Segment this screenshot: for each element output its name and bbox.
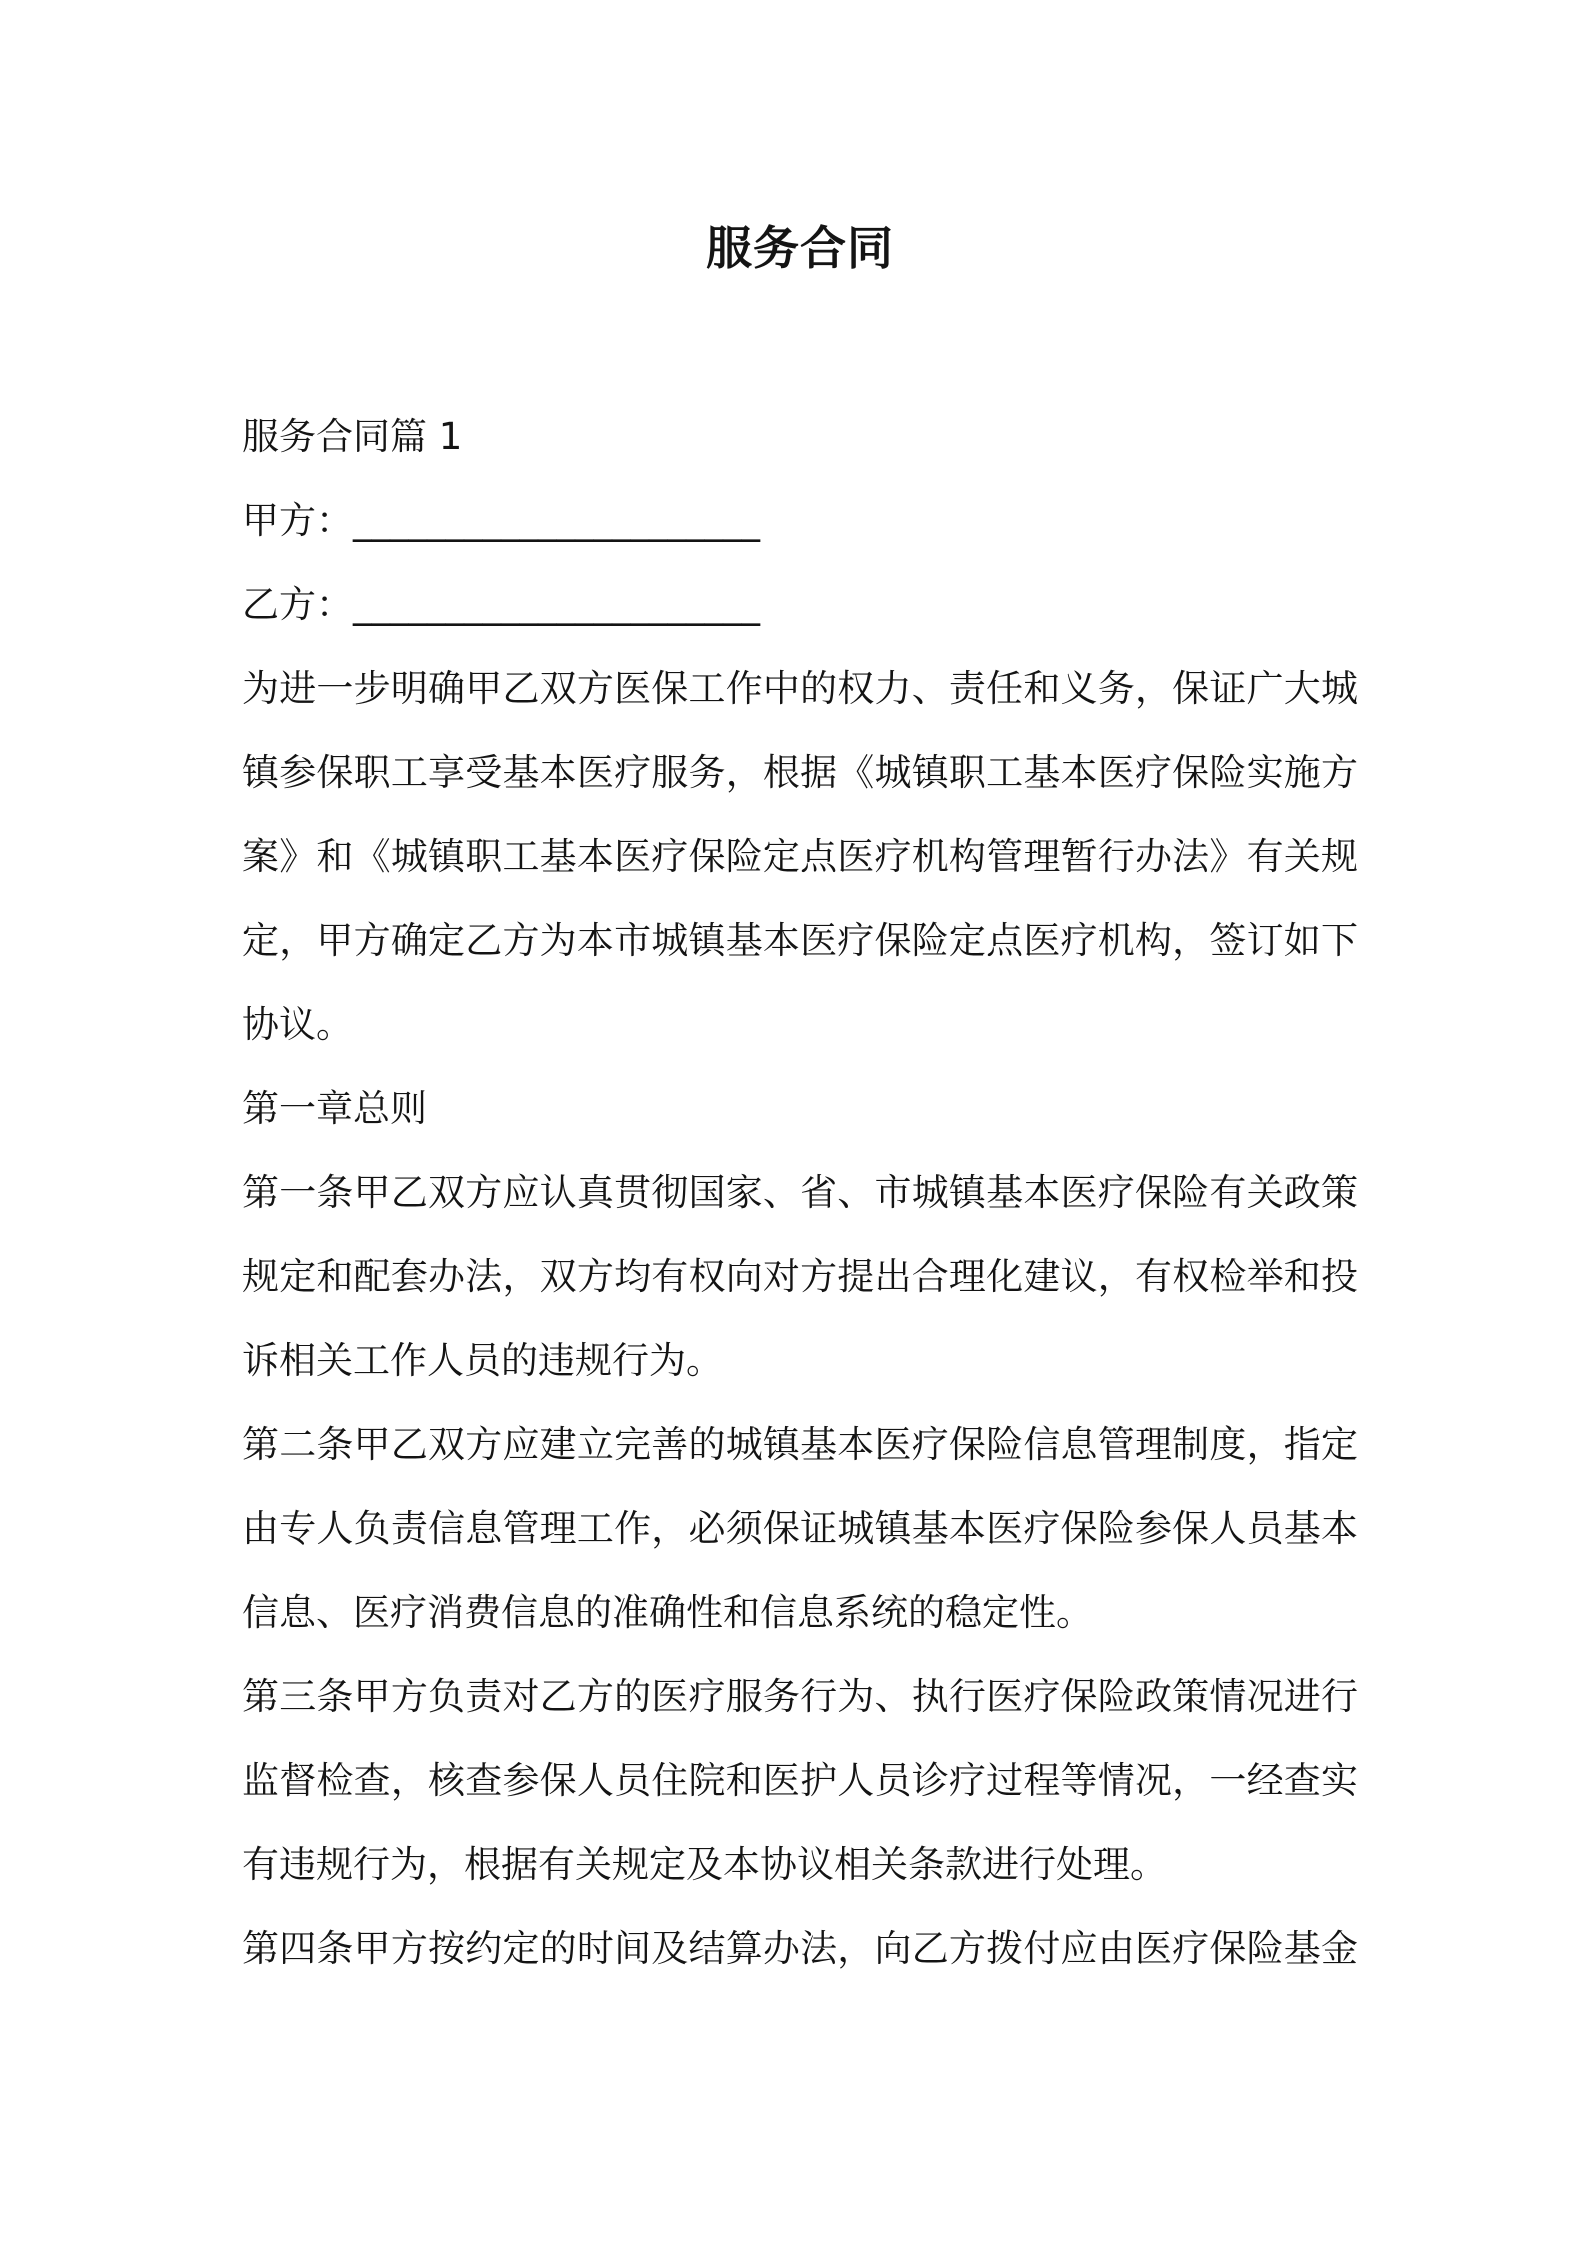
section-title: 服务合同篇 1: [242, 415, 463, 458]
paragraph-line: 信息、医疗消费信息的准确性和信息系统的稳定性。: [242, 1591, 1093, 1634]
paragraph-line: 第三条甲方负责对乙方的医疗服务行为、执行医疗保险政策情况进行: [242, 1675, 1358, 1718]
paragraph-line: 第一条甲乙双方应认真贯彻国家、省、市城镇基本医疗保险有关政策: [242, 1171, 1358, 1214]
paragraph-line: 诉相关工作人员的违规行为。: [242, 1339, 723, 1382]
article-paragraph: [242, 1907, 1358, 1991]
preamble-paragraph: [242, 647, 1358, 1067]
party-b-field: 乙方：______________________: [242, 583, 760, 626]
article-paragraph: [242, 1655, 1358, 1907]
article-paragraph: [242, 1151, 1358, 1403]
paragraph-line: 为进一步明确甲乙双方医保工作中的权力、责任和义务，保证广大城: [242, 667, 1358, 710]
article-paragraph: [242, 1403, 1358, 1655]
paragraph-line: 案》和《城镇职工基本医疗保险定点医疗机构管理暂行办法》有关规: [242, 835, 1358, 878]
paragraph-line: 协议。: [242, 1003, 353, 1046]
paragraph-line: 监督检查，核查参保人员住院和医护人员诊疗过程等情况，一经查实: [242, 1759, 1358, 1802]
paragraph-line: 第四条甲方按约定的时间及结算办法，向乙方拨付应由医疗保险基金: [242, 1927, 1358, 1970]
paragraph-line: 由专人负责信息管理工作，必须保证城镇基本医疗保险参保人员基本: [242, 1507, 1358, 1550]
paragraph-line: 第二条甲乙双方应建立完善的城镇基本医疗保险信息管理制度，指定: [242, 1423, 1358, 1466]
chapter-heading: 第一章总则: [242, 1087, 427, 1130]
paragraph-line: 有违规行为，根据有关规定及本协议相关条款进行处理。: [242, 1843, 1167, 1886]
document-title: 服务合同: [706, 221, 894, 275]
document-body: [242, 395, 1358, 1991]
paragraph-line: 定，甲方确定乙方为本市城镇基本医疗保险定点医疗机构，签订如下: [242, 919, 1358, 962]
paragraph-line: 规定和配套办法，双方均有权向对方提出合理化建议，有权检举和投: [242, 1255, 1358, 1298]
paragraph-line: 镇参保职工享受基本医疗服务，根据《城镇职工基本医疗保险实施方: [242, 751, 1358, 794]
party-a-field: 甲方：______________________: [242, 499, 760, 542]
